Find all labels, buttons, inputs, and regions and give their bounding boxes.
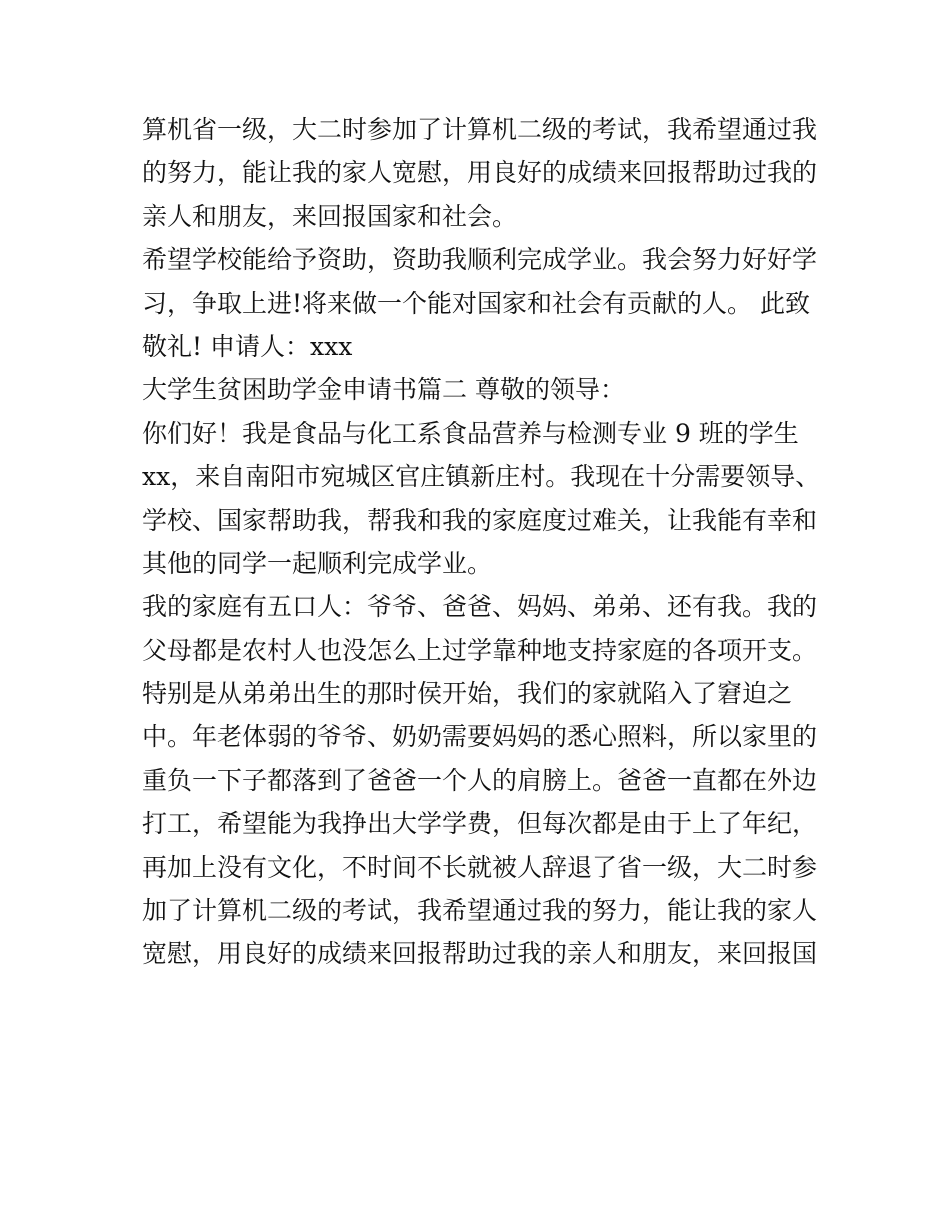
body-text: [142, 108, 822, 976]
text-line: 敬礼! 申请人：xxx: [142, 331, 353, 361]
text-line: 宽慰，用良好的成绩来回报帮助过我的亲人和朋友，来回报国: [142, 939, 818, 969]
text-line: 学校、国家帮助我，帮我和我的家庭度过难关，让我能有幸和: [142, 505, 818, 535]
text-line: 你们好！我是食品与化工系食品营养与检测专业 9 班的学生: [142, 418, 799, 448]
text-line: 父母都是农村人也没怎么上过学靠种地支持家庭的各项开支。: [142, 635, 818, 665]
text-line: 大学生贫困助学金申请书篇二 尊敬的领导：: [142, 375, 625, 405]
text-line: 特别是从弟弟出生的那时侯开始，我们的家就陷入了窘迫之: [142, 679, 793, 709]
text-line: 中。年老体弱的爷爷、奶奶需要妈妈的悉心照料，所以家里的: [142, 722, 818, 752]
text-line: 打工，希望能为我挣出大学学费，但每次都是由于上了年纪，: [142, 809, 818, 839]
text-line: 亲人和朋友，来回报国家和社会。: [142, 201, 518, 231]
text-line: 的努力，能让我的家人宽慰，用良好的成绩来回报帮助过我的: [142, 158, 818, 188]
text-line: 习，争取上进!将来做一个能对国家和社会有贡献的人。 此致: [142, 288, 810, 318]
text-line: 再加上没有文化，不时间不长就被人辞退了省一级，大二时参: [142, 852, 818, 882]
text-line: xx，来自南阳市宛城区官庄镇新庄村。我现在十分需要领导、: [142, 462, 821, 492]
text-line: 加了计算机二级的考试，我希望通过我的努力，能让我的家人: [142, 896, 818, 926]
text-line: 我的家庭有五口人：爷爷、爸爸、妈妈、弟弟、还有我。我的: [142, 592, 818, 622]
text-line: 算机省一级，大二时参加了计算机二级的考试，我希望通过我: [142, 115, 818, 144]
text-line: 重负一下子都落到了爸爸一个人的肩膀上。爸爸一直都在外边: [142, 765, 818, 795]
text-line: 希望学校能给予资助，资助我顺利完成学业。我会努力好好学: [142, 245, 818, 275]
text-line: 其他的同学一起顺利完成学业。: [142, 548, 493, 578]
